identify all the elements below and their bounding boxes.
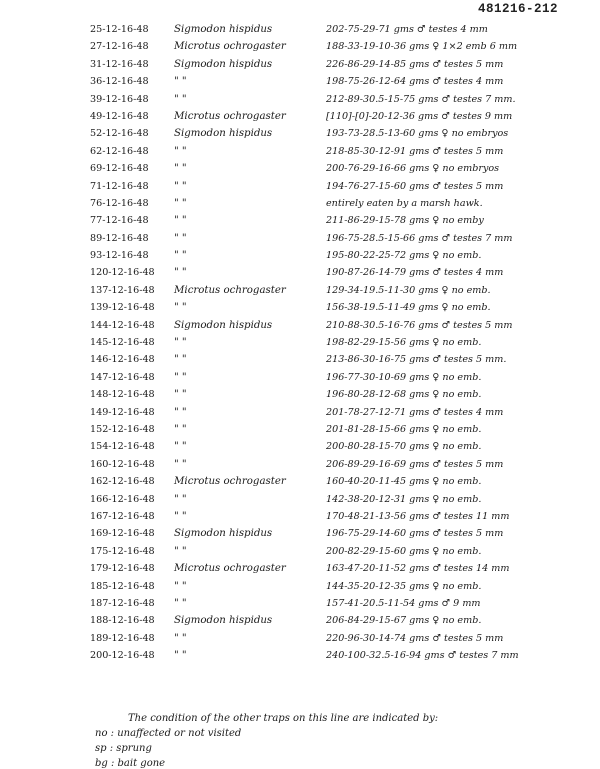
record-row <box>0 160 600 177</box>
record-data: 170-48-21-13-56 gms ♂ testes 11 mm <box>326 510 510 522</box>
record-row <box>0 647 600 664</box>
record-row <box>0 91 600 108</box>
legend-intro: The condition of the other traps on this line are indicated by: <box>128 713 439 724</box>
record-id: 154-12-16-48 <box>90 441 155 453</box>
record-data: 211-86-29-15-78 gms ♀ no emby <box>326 215 484 227</box>
record-id: 137-12-16-48 <box>90 284 155 296</box>
record-row <box>0 543 600 560</box>
record-species: " " <box>174 458 187 470</box>
record-species: " " <box>174 163 187 175</box>
record-species: " " <box>174 632 187 644</box>
record-data: 240-100-32.5-16-94 gms ♂ testes 7 mm <box>326 650 519 662</box>
record-id: 166-12-16-48 <box>90 493 155 505</box>
record-species: " " <box>174 423 187 435</box>
record-id: 162-12-16-48 <box>90 476 155 488</box>
record-row <box>0 38 600 55</box>
record-row <box>0 369 600 386</box>
record-row <box>0 456 600 473</box>
record-id: 152-12-16-48 <box>90 423 155 435</box>
record-data: 212-89-30.5-15-75 gms ♂ testes 7 mm. <box>326 93 516 105</box>
record-species: " " <box>174 180 187 192</box>
record-row <box>0 421 600 438</box>
record-id: 77-12-16-48 <box>90 215 149 227</box>
record-id: 188-12-16-48 <box>90 615 155 627</box>
record-species: Microtus ochrogaster <box>174 284 286 296</box>
record-species: " " <box>174 215 187 227</box>
record-species: Microtus ochrogaster <box>174 476 286 488</box>
record-id: 25-12-16-48 <box>90 24 149 35</box>
legend-item: sp : sprung <box>95 743 152 754</box>
record-species: Microtus ochrogaster <box>174 563 286 575</box>
record-row <box>0 525 600 542</box>
record-species: " " <box>174 493 187 505</box>
record-id: 179-12-16-48 <box>90 563 155 575</box>
record-id: 169-12-16-48 <box>90 528 155 540</box>
legend-item: no : unaffected or not visited <box>95 728 242 739</box>
record-species: " " <box>174 302 187 314</box>
record-data: 226-86-29-14-85 gms ♂ testes 5 mm <box>326 58 504 70</box>
record-row <box>0 247 600 264</box>
record-row <box>0 612 600 629</box>
record-id: 36-12-16-48 <box>90 76 149 88</box>
record-data: 196-80-28-12-68 gms ♀ no emb. <box>326 389 482 401</box>
record-row <box>0 178 600 195</box>
record-id: 160-12-16-48 <box>90 458 155 470</box>
record-data: 157-41-20.5-11-54 gms ♂ 9 mm <box>326 597 481 609</box>
record-data: 190-87-26-14-79 gms ♂ testes 4 mm <box>326 267 504 279</box>
record-row <box>0 351 600 368</box>
record-row <box>0 56 600 73</box>
record-row <box>0 491 600 508</box>
record-species: " " <box>174 250 187 262</box>
record-data: 156-38-19.5-11-49 gms ♀ no emb. <box>326 302 491 314</box>
record-data: 200-82-29-15-60 gms ♀ no emb. <box>326 545 482 557</box>
record-id: 139-12-16-48 <box>90 302 155 314</box>
record-data: 206-84-29-15-67 gms ♀ no emb. <box>326 615 482 627</box>
record-species: " " <box>174 93 187 105</box>
record-row <box>0 125 600 142</box>
record-id: 144-12-16-48 <box>90 319 155 331</box>
record-row <box>0 317 600 334</box>
record-data: 195-80-22-25-72 gms ♀ no emb. <box>326 250 482 262</box>
record-id: 187-12-16-48 <box>90 597 155 609</box>
record-row <box>0 230 600 247</box>
record-data: 196-75-28.5-15-66 gms ♂ testes 7 mm <box>326 232 513 244</box>
record-row <box>0 143 600 160</box>
record-id: 31-12-16-48 <box>90 58 149 70</box>
record-id: 71-12-16-48 <box>90 180 149 192</box>
record-row <box>0 212 600 229</box>
record-id: 52-12-16-48 <box>90 128 149 140</box>
record-row <box>0 282 600 299</box>
record-row <box>0 195 600 212</box>
record-data: [110]-[0]-20-12-36 gms ♂ testes 9 mm <box>326 110 513 122</box>
record-data: 198-82-29-15-56 gms ♀ no emb. <box>326 337 482 349</box>
record-id: 69-12-16-48 <box>90 163 149 175</box>
record-row <box>0 73 600 90</box>
record-data: 200-76-29-16-66 gms ♀ no embryos <box>326 163 500 175</box>
record-data: 220-96-30-14-74 gms ♂ testes 5 mm <box>326 632 504 644</box>
record-data: 160-40-20-11-45 gms ♀ no emb. <box>326 476 482 488</box>
record-data: 200-80-28-15-70 gms ♀ no emb. <box>326 441 482 453</box>
record-species: " " <box>174 354 187 366</box>
record-id: 39-12-16-48 <box>90 93 149 105</box>
record-id: 148-12-16-48 <box>90 389 155 401</box>
record-data: 142-38-20-12-31 gms ♀ no emb. <box>326 493 482 505</box>
record-row <box>0 299 600 316</box>
record-data: 129-34-19.5-11-30 gms ♀ no emb. <box>326 284 491 296</box>
record-id: 149-12-16-48 <box>90 406 155 418</box>
record-species: Sigmodon hispidus <box>174 528 273 540</box>
record-species: " " <box>174 406 187 418</box>
record-species: Sigmodon hispidus <box>174 319 273 331</box>
record-data: 213-86-30-16-75 gms ♂ testes 5 mm. <box>326 354 507 366</box>
record-species: " " <box>174 650 187 662</box>
record-id: 175-12-16-48 <box>90 545 155 557</box>
record-id: 146-12-16-48 <box>90 354 155 366</box>
record-data: 196-77-30-10-69 gms ♀ no emb. <box>326 371 482 383</box>
record-data: 194-76-27-15-60 gms ♂ testes 5 mm <box>326 180 504 192</box>
record-species: " " <box>174 197 187 209</box>
record-data: 218-85-30-12-91 gms ♂ testes 5 mm <box>326 145 504 157</box>
record-data: 198-75-26-12-64 gms ♂ testes 4 mm <box>326 76 504 88</box>
record-row <box>0 630 600 647</box>
record-species: " " <box>174 580 187 592</box>
record-id: 185-12-16-48 <box>90 580 155 592</box>
record-row <box>0 578 600 595</box>
record-species: " " <box>174 545 187 557</box>
record-data: 163-47-20-11-52 gms ♂ testes 14 mm <box>326 563 510 575</box>
record-species: " " <box>174 510 187 522</box>
record-id: 49-12-16-48 <box>90 110 149 122</box>
record-row <box>0 404 600 421</box>
record-species: " " <box>174 145 187 157</box>
records-list <box>0 21 600 664</box>
record-id: 120-12-16-48 <box>90 267 155 279</box>
record-species: Sigmodon hispidus <box>174 128 273 140</box>
record-id: 89-12-16-48 <box>90 232 149 244</box>
record-row <box>0 334 600 351</box>
record-data: 201-78-27-12-71 gms ♂ testes 4 mm <box>326 406 504 418</box>
record-row <box>0 386 600 403</box>
record-row <box>0 108 600 125</box>
record-species: " " <box>174 232 187 244</box>
record-species: " " <box>174 441 187 453</box>
record-species: " " <box>174 389 187 401</box>
record-species: " " <box>174 371 187 383</box>
record-species: " " <box>174 597 187 609</box>
record-row <box>0 264 600 281</box>
record-species: Microtus ochrogaster <box>174 110 286 122</box>
record-row <box>0 560 600 577</box>
record-row <box>0 595 600 612</box>
record-data: 206-89-29-16-69 gms ♂ testes 5 mm <box>326 458 504 470</box>
record-id: 93-12-16-48 <box>90 250 149 262</box>
record-species: " " <box>174 267 187 279</box>
record-data: 202-75-29-71 gms ♂ testes 4 mm <box>326 24 488 35</box>
legend-item: bg : bait gone <box>95 758 166 769</box>
record-id: 145-12-16-48 <box>90 337 155 349</box>
record-data: 144-35-20-12-35 gms ♀ no emb. <box>326 580 482 592</box>
record-id: 147-12-16-48 <box>90 371 155 383</box>
page-id: 481216-212 <box>478 2 559 16</box>
record-species: Sigmodon hispidus <box>174 615 273 627</box>
record-id: 76-12-16-48 <box>90 197 149 209</box>
record-species: " " <box>174 76 187 88</box>
record-species: " " <box>174 337 187 349</box>
record-species: Sigmodon hispidus <box>174 24 273 35</box>
record-row <box>0 438 600 455</box>
record-data: 201-81-28-15-66 gms ♀ no emb. <box>326 423 482 435</box>
record-id: 189-12-16-48 <box>90 632 155 644</box>
record-row <box>0 473 600 490</box>
record-data: 210-88-30.5-16-76 gms ♂ testes 5 mm <box>326 319 513 331</box>
record-row <box>0 508 600 525</box>
record-data: 196-75-29-14-60 gms ♂ testes 5 mm <box>326 528 504 540</box>
record-id: 62-12-16-48 <box>90 145 149 157</box>
record-row <box>0 21 600 38</box>
record-data: entirely eaten by a marsh hawk. <box>326 197 483 209</box>
record-species: Sigmodon hispidus <box>174 58 273 70</box>
record-id: 200-12-16-48 <box>90 650 155 662</box>
record-species: Microtus ochrogaster <box>174 41 286 53</box>
record-data: 188-33-19-10-36 gms ♀ 1×2 emb 6 mm <box>326 41 518 53</box>
record-data: 193-73-28.5-13-60 gms ♀ no embryos <box>326 128 509 140</box>
record-id: 27-12-16-48 <box>90 41 149 53</box>
record-id: 167-12-16-48 <box>90 510 155 522</box>
